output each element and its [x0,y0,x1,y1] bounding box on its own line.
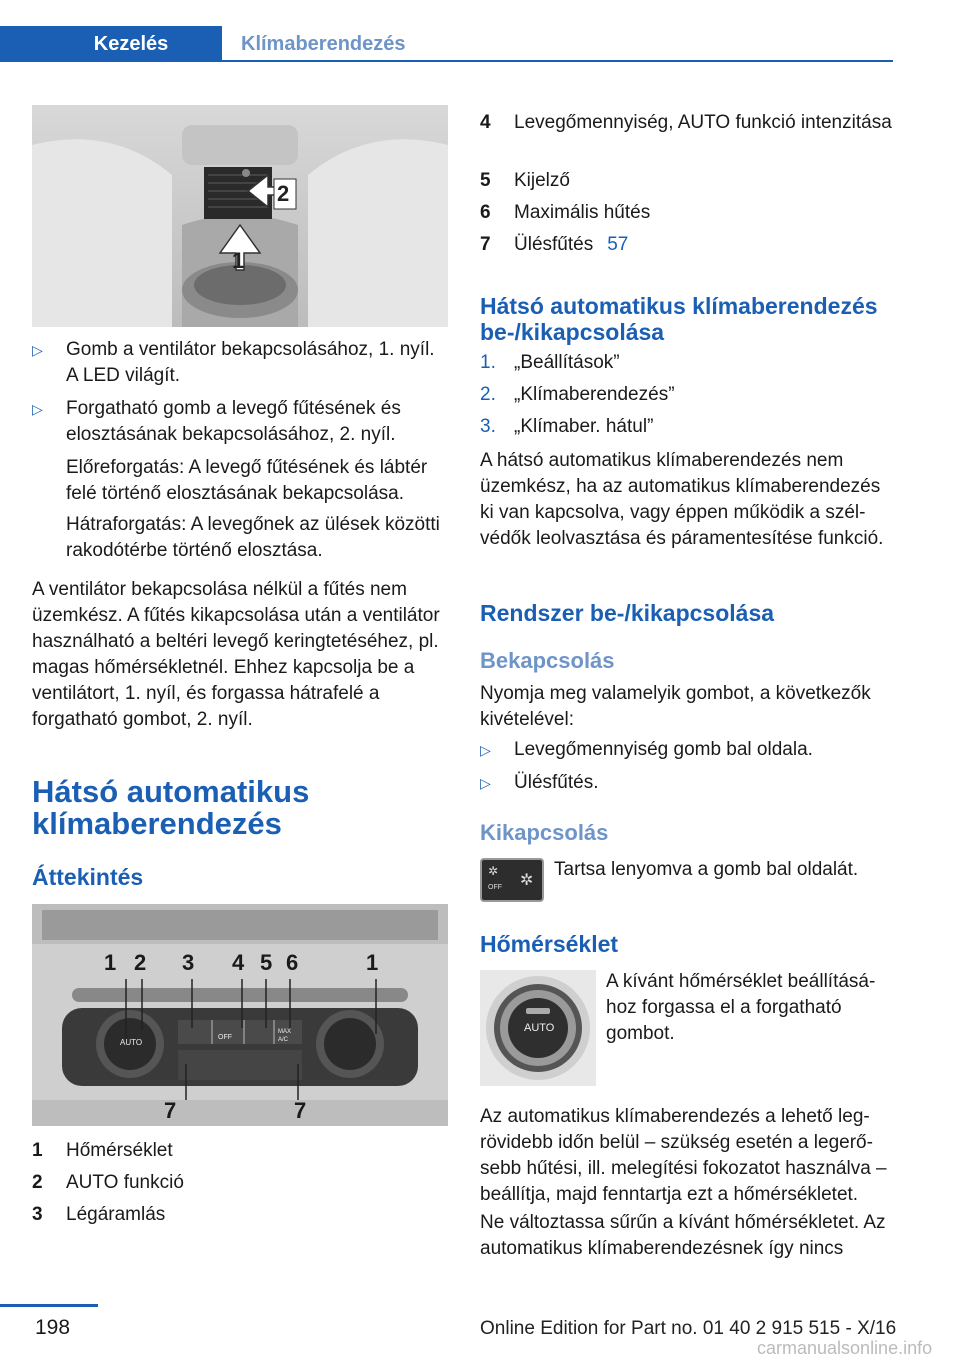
panel-label-3: 3 [182,950,195,975]
paragraph: Tartsa lenyomva a gomb bal oldalát. [554,859,859,880]
panel-label-2: 2 [134,950,147,975]
legend-row: 6 Maximális hűtés [480,202,651,223]
panel-label-6: 6 [286,950,299,975]
legend-row: 3 Légáramlás [32,1204,166,1225]
legend-row: 4 Levegőmennyiség, AUTO funkció intenzitása [480,112,892,133]
knob-auto-label: AUTO [524,1022,555,1034]
sub-paragraph: Hátraforgatás: A levegőnek az ülések közötti rakodótérbe történő elosztása. [66,514,440,561]
triangle-bullet-icon: ▷ [480,742,491,758]
subsubsection-title: Bekapcsolás [480,648,615,673]
subsection-title: Hőmérséklet [480,931,619,957]
panel-auto-text: AUTO [120,1038,143,1047]
temperature-knob-image [480,970,596,1086]
panel-label-7a: 7 [164,1098,177,1123]
photo1-label-1: 1 [232,248,245,273]
paragraph: Ne változtassa sűrűn a kívánt hőmérsékletet. Az automatikus klímaberendezésnek így nincs [480,1212,886,1259]
step-item: 1. „Beállítások” [480,352,620,373]
panel-max-text: MAX A/C [278,1029,292,1043]
watermark: carmanualsonline.info [757,1338,933,1358]
header-underline [0,60,893,62]
list-item: ▷ Levegőmennyiség gomb bal oldala. [480,737,896,763]
panel-label-5: 5 [260,950,273,975]
legend-row: 2 AUTO funkció [32,1172,184,1193]
edition-footer: Online Edition for Part no. 01 40 2 915 515 - X/16 [480,1318,897,1339]
photo-rear-climate-panel [32,904,448,1126]
panel-off-text: OFF [218,1034,232,1041]
panel-label-7b: 7 [294,1098,307,1123]
photo-rear-vent-controls [32,105,448,327]
panel-label-1: 1 [104,950,117,975]
legend-row: 1 Hőmérséklet [32,1140,173,1161]
panel-label-4: 4 [232,950,245,975]
paragraph: A kívánt hőmérséklet beállításához forgassa el a forgatható gombot. [606,971,876,1044]
list-item: ▷ Ülésfűtés. [480,770,896,796]
list-item: ▷ Forgatható gomb a levegő fűtésének és elosztásának bekapcsolásához, 2. nyíl. [32,396,448,448]
legend-row: 7 Ülésfűtés 57 [480,232,628,258]
page-reference-link[interactable]: 57 [607,234,629,255]
section-title: Hátsó automatikus klímaberendezés [32,774,310,841]
fan-icon-large: ✲ [520,872,534,889]
fan-icon: ✲ [488,864,499,878]
page-number-rule [0,1304,98,1307]
triangle-bullet-icon: ▷ [32,401,43,417]
paragraph: A hátsó automatikus klímaberendezés nem üzemkész, ha az automatikus klímaberendezés ki van kapcsolva, vagy éppen működik a szélvédők leolvasztása és páramentesítése funkció. [480,450,884,549]
legend-row: 5 Kijelző [480,170,570,191]
header-tab-klimaberendezes[interactable]: Klímaberendezés [241,33,406,55]
paragraph: Az automatikus klímaberendezés a lehető legrövidebb időn belül – szükség esetén a legerősebb hűtési, ill. melegítési fokozatot használva – beállítja, majd fenntartja ezt a hőmérsékletet. [480,1106,887,1205]
subsection-title: Rendszer be-/kikapcsolása [480,600,775,626]
list-item: ▷ Gomb a ventilátor bekapcsolásához, 1. nyíl. A LED világít. [32,337,448,389]
triangle-bullet-icon: ▷ [480,775,491,791]
triangle-bullet-icon: ▷ [32,342,43,358]
subsection-title: Áttekintés [32,864,144,890]
panel-label-1b: 1 [366,950,379,975]
photo1-label-2: 2 [277,181,290,206]
header-tab-kezeles[interactable]: Kezelés [0,26,222,62]
step-item: 2. „Klímaberendezés” [480,384,675,405]
off-label: OFF [488,884,502,891]
subsection-title: Hátsó automatikus klímaberendezés be-/kikapcsolása [480,293,878,345]
paragraph: A ventilátor bekapcsolása nélkül a fűtés nem üzemkész. A fűtés kikapcsolása után a ventilátor használható a beltéri levegő keringtetéséhez, pl. magas hőmérsékletnél. Ehhez kapcsolja be a ventilátort, 1. nyíl, és forgassa hátrafelé a forgatható gombot, 2. nyíl. [32,579,440,730]
paragraph: Nyomja meg valamelyik gombot, a következők kivételével: [480,683,871,730]
fan-off-button-image [480,858,544,902]
page-number: 198 [35,1316,71,1339]
subsubsection-title: Kikapcsolás [480,820,609,845]
sub-paragraph: Előreforgatás: A levegő fűtésének és lábtér felé történő elosztásának bekapcsolása. [66,457,428,504]
step-item: 3. „Klímaber. hátul” [480,416,654,437]
